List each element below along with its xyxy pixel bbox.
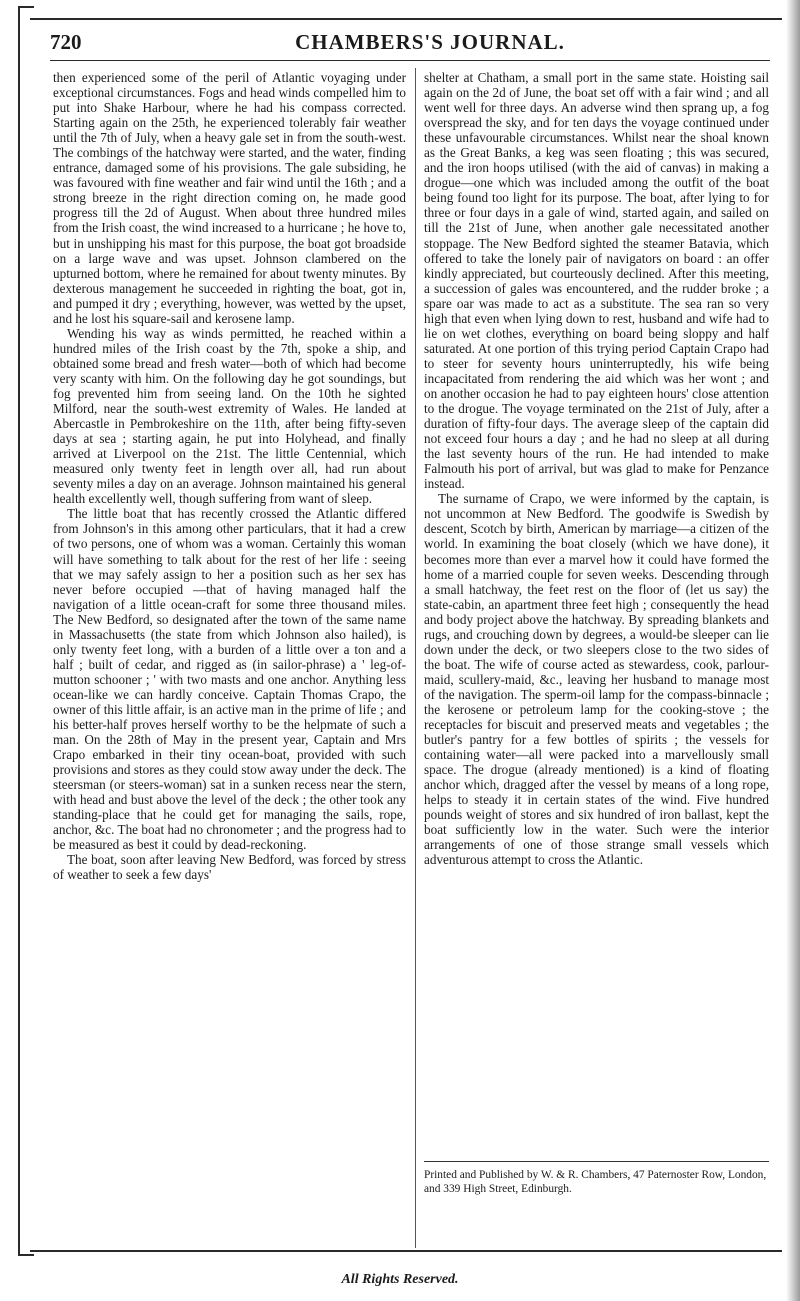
running-header [50,30,770,60]
frame-corner-bottom [18,1240,34,1256]
paragraph: then experienced some of the peril of Atlantic voyaging under exceptional circumstances. Fogs and head winds compelled him to put into Shake Harbour, where he had his compass corrected. Starting again on the 25th, he experienced tolerably fair weather until the 7th of July, when a heavy gale set in from the south-west. The combings of the hatchway were started, and the water, finding entrance, damaged some of his provisions. The gale subsiding, he was favoured with fine weather and fair wind until the 16th ; and a strong breeze in the right direction coming on, he made good progress till the 2d of August. When about three hundred miles from the Irish coast, the wind increased to a hurricane ; he hove to, but in unshipping his mast for this purpose, the boat got broadside on a large wave and was upset. Johnson clambered on the upturned bottom, where he remained for about twenty minutes. By dexterous management he succeeded in righting the boat, got in, and pumped it dry ; everything, however, was wetted by the upset, and he lost his square-sail and kerosene lamp. [53,70,406,326]
left-column [53,70,406,883]
paragraph: The surname of Crapo, we were informed by the captain, is not uncommon at New Bedford. The goodwife is Swedish by descent, Scotch by birth, American by marriage—a citizen of the world. In examining the boat closely (which we have done), it becomes more than ever a marvel how it could have formed the home of a married couple for seven weeks. Descending through a small hatchway, the feet rest on the floor of (let us say) the state-cabin, an apartment three feet high ; consequently the head and body project above the hatchway. By spreading blankets and rugs, and crouching down by degrees, a would-be sleeper can lie down under the deck, or two sleepers close to the two sides of the boat. The wife of course acted as stewardess, cook, parlour-maid, scullery-maid, &c., leaving her husband to manage most of the navigation. The sperm-oil lamp for the compass-binnacle ; the kerosene or petroleum lamp for the cooking-stove ; the receptacles for biscuit and preserved meats and vegetables ; the butler's pantry for a few bottles of spirits ; the vessels for containing water—all were packed into a marvellously small space. The drogue (already mentioned) is a kind of floating anchor which, dragged after the vessel by means of a long rope, helps to steady it in certain states of the wind. Five hundred pounds weight of stores and six hundred of iron ballast, kept the boat sufficiently low in the water. Such were the interior arrangements of one of those strange small vessels which adventurous attempt to cross the Atlantic. [424,491,769,868]
right-column [424,70,769,867]
header-rule [50,60,770,61]
paragraph: shelter at Chatham, a small port in the same state. Hoisting sail again on the 2d of June, the boat set off with a fair wind ; and all went well for three days. An adverse wind then sprang up, a fog overspread the sky, and for ten days the voyage continued under these unfavourable circumstances. Whilst near the shoal known as the Great Banks, a keg was seen floating ; this was secured, and the iron hoops utilised (with the aid of canvas) in making a drogue—one which was included among the outfit of the boat being found too light for its purpose. The boat, after lying to for three or four days in a gale of wind, started again, and sailed on till the 21st of June, when another gale necessitated another stoppage. The New Bedford sighted the steamer Batavia, which offered to take the lonely pair of navigators on board : an offer kindly appreciated, but courteously declined. After this meeting, a succession of gales was encountered, and the rudder broke ; a spare oar was made to act as a substitute. The sea ran so very high that even when lying down to rest, husband and wife had to lie on wet clothes, everything on board being sloppy and half saturated. At one portion of this trying period Captain Crapo had to steer for seventy hours uninterruptedly, his wife being incapacitated from rendering the aid which was her wont ; and on another occasion he had to pay eighteen hours' close attention to the drogue. The voyage terminated on the 21st of July, after a duration of fifty-four days. The average sleep of the captain did not exceed four hours a day ; and he had no sleep at all during the last seventy hours of the run. He had intended to make Falmouth his port of arrival, but was glad to make for Penzance instead. [424,70,769,492]
paragraph: Wending his way as winds permitted, he reached within a hundred miles of the Irish coast by the 7th, spoke a ship, and obtained some bread and fresh water—both of which had become very scanty with him. On the following day he got soundings, but fog prevented him from seeing land. On the 10th he sighted Milford, near the south-west extremity of Wales. He landed at Abercastle in Pembrokeshire on the 11th, after being fifty-seven days at sea ; starting again, he put into Holyhead, and finally arrived at Liverpool on the 21st. The little Centennial, which measured only twenty feet in length over all, had run about seventy miles a day on an average. Johnson maintained his general health excellently well, though suffering from want of sleep. [53,325,406,507]
column-divider [415,68,416,1248]
rights-notice: All Rights Reserved. [341,1272,459,1287]
imprint-rule [424,1161,769,1162]
paragraph: The boat, soon after leaving New Bedford, was forced by stress of weather to seek a few days' [53,852,406,883]
bottom-border-rule [30,1250,782,1252]
journal-title: CHAMBERS'S JOURNAL. [295,30,565,54]
printer-imprint: Printed and Published by W. & R. Chambers, 47 Paternoster Row, London, and 339 High Street, Edinburgh. [424,1169,767,1195]
paragraph: The little boat that has recently crossed the Atlantic differed from Johnson's in this among other particulars, that it had a crew of two persons, one of whom was a woman. Certainly this woman will have something to talk about for the rest of her life : seeing that we may safely assign to her a position such as her sex has never before occupied —that of having managed half the navigation of a little ocean-craft for some three thousand miles. The New Bedford, so designated after the town of the same name in Massachusetts (the state from which Johnson also hailed), is only twenty feet long, with a burden of a little over a ton and a half ; built of cedar, and rigged as (in sailor-phrase) a ' leg-of-mutton schooner ; ' with two masts and one anchor. Anything less ocean-like we can hardly conceive. Captain Thomas Crapo, the owner of this little affair, is an active man in the prime of life ; and his better-half proves herself worthy to be the helpmate of such a man. On the 28th of May in the present year, Captain and Mrs Crapo embarked in their tiny ocean-boat, provided with such provisions and stores as they could stow away under the deck. The steersman (or steers-woman) sat in a sunken recess near the stern, with head and bust above the level of the deck ; the other took any standing-place that he could get for managing the sails, rope, anchor, &c. The boat had no chronometer ; and the progress had to be measured as best it could by dead-reckoning. [53,506,406,853]
page-number: 720 [50,30,82,54]
page-edge-shadow [786,0,800,1301]
